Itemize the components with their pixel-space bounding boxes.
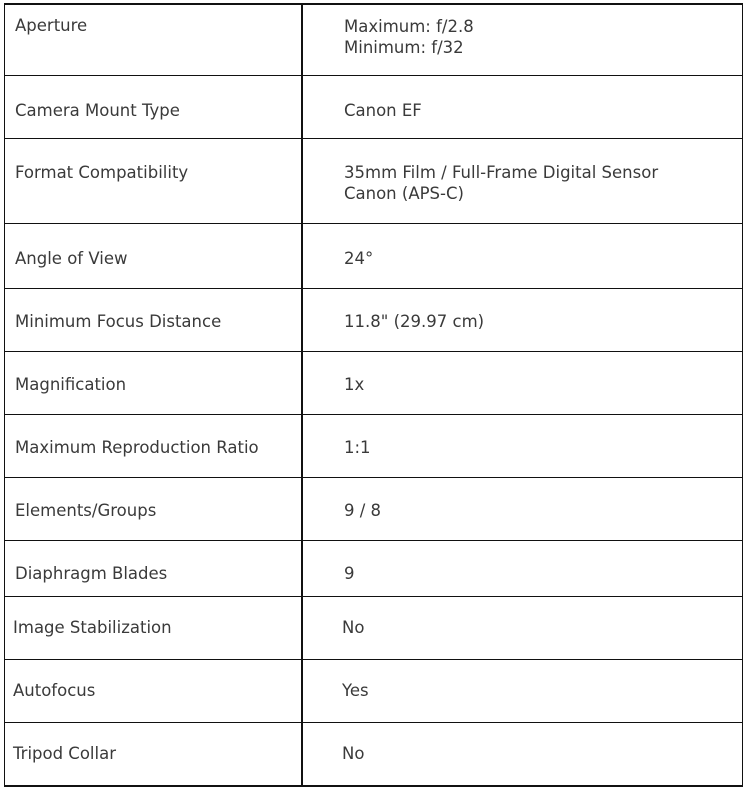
spec-label xyxy=(5,138,303,223)
spec-label xyxy=(5,288,303,351)
spec-row-format-compatibility xyxy=(5,138,743,223)
spec-value-line: 1:1 xyxy=(344,437,371,457)
spec-value-line: No xyxy=(342,743,365,763)
spec-value-line: Minimum: f/32 xyxy=(344,38,464,57)
spec-value xyxy=(302,722,743,786)
spec-value xyxy=(302,288,743,351)
spec-label-text: Elements/Groups xyxy=(15,500,157,520)
spec-value-line: 35mm Film / Full-Frame Digital Sensor xyxy=(344,162,659,182)
spec-value xyxy=(302,351,743,414)
spec-value xyxy=(302,596,743,659)
spec-row-minimum-focus-distance xyxy=(5,288,743,351)
spec-value-line: 24° xyxy=(344,248,374,268)
spec-label xyxy=(5,477,303,540)
spec-label xyxy=(5,722,303,786)
spec-label-text: Tripod Collar xyxy=(13,743,116,763)
spec-label xyxy=(5,659,303,722)
spec-value-line: 1x xyxy=(344,374,365,394)
spec-value xyxy=(302,414,743,477)
spec-row-tripod-collar xyxy=(5,722,743,786)
spec-value xyxy=(302,138,743,223)
spec-label-text: Magnification xyxy=(15,374,127,394)
spec-row-aperture xyxy=(5,4,743,75)
spec-value-line: Canon EF xyxy=(344,100,422,120)
spec-value xyxy=(302,4,743,75)
spec-value-line: Maximum: f/2.8 xyxy=(344,17,474,36)
specifications-table xyxy=(4,3,743,787)
spec-label xyxy=(5,351,303,414)
spec-value xyxy=(302,540,743,596)
spec-label-text: Camera Mount Type xyxy=(15,100,180,120)
spec-value xyxy=(302,477,743,540)
spec-row-magnification xyxy=(5,351,743,414)
spec-row-camera-mount-type xyxy=(5,75,743,138)
spec-label-text: Maximum Reproduction Ratio xyxy=(15,437,259,457)
spec-label xyxy=(5,75,303,138)
spec-row-elements-groups xyxy=(5,477,743,540)
spec-label-text: Image Stabilization xyxy=(13,617,172,637)
spec-value xyxy=(302,659,743,722)
spec-label-text: Angle of View xyxy=(15,248,128,268)
spec-row-autofocus xyxy=(5,659,743,722)
spec-value-line: No xyxy=(342,617,365,637)
spec-label-text: Aperture xyxy=(15,16,88,35)
spec-label-text: Minimum Focus Distance xyxy=(15,311,222,331)
spec-row-diaphragm-blades xyxy=(5,540,743,596)
spec-value xyxy=(302,223,743,288)
spec-value-line: 9 xyxy=(344,563,355,583)
spec-value-line: Canon (APS-C) xyxy=(344,183,464,203)
spec-label-text: Autofocus xyxy=(13,680,96,700)
spec-label xyxy=(5,223,303,288)
spec-row-maximum-reproduction-ratio xyxy=(5,414,743,477)
spec-row-image-stabilization xyxy=(5,596,743,659)
spec-label-text: Diaphragm Blades xyxy=(15,563,168,583)
spec-row-angle-of-view xyxy=(5,223,743,288)
spec-label-text: Format Compatibility xyxy=(15,162,189,182)
spec-label xyxy=(5,540,303,596)
spec-label xyxy=(5,4,303,75)
spec-label xyxy=(5,596,303,659)
spec-value-line: 11.8" (29.97 cm) xyxy=(344,311,485,331)
spec-value-line: Yes xyxy=(342,680,369,700)
spec-label xyxy=(5,414,303,477)
spec-value-line: 9 / 8 xyxy=(344,500,382,520)
spec-value xyxy=(302,75,743,138)
